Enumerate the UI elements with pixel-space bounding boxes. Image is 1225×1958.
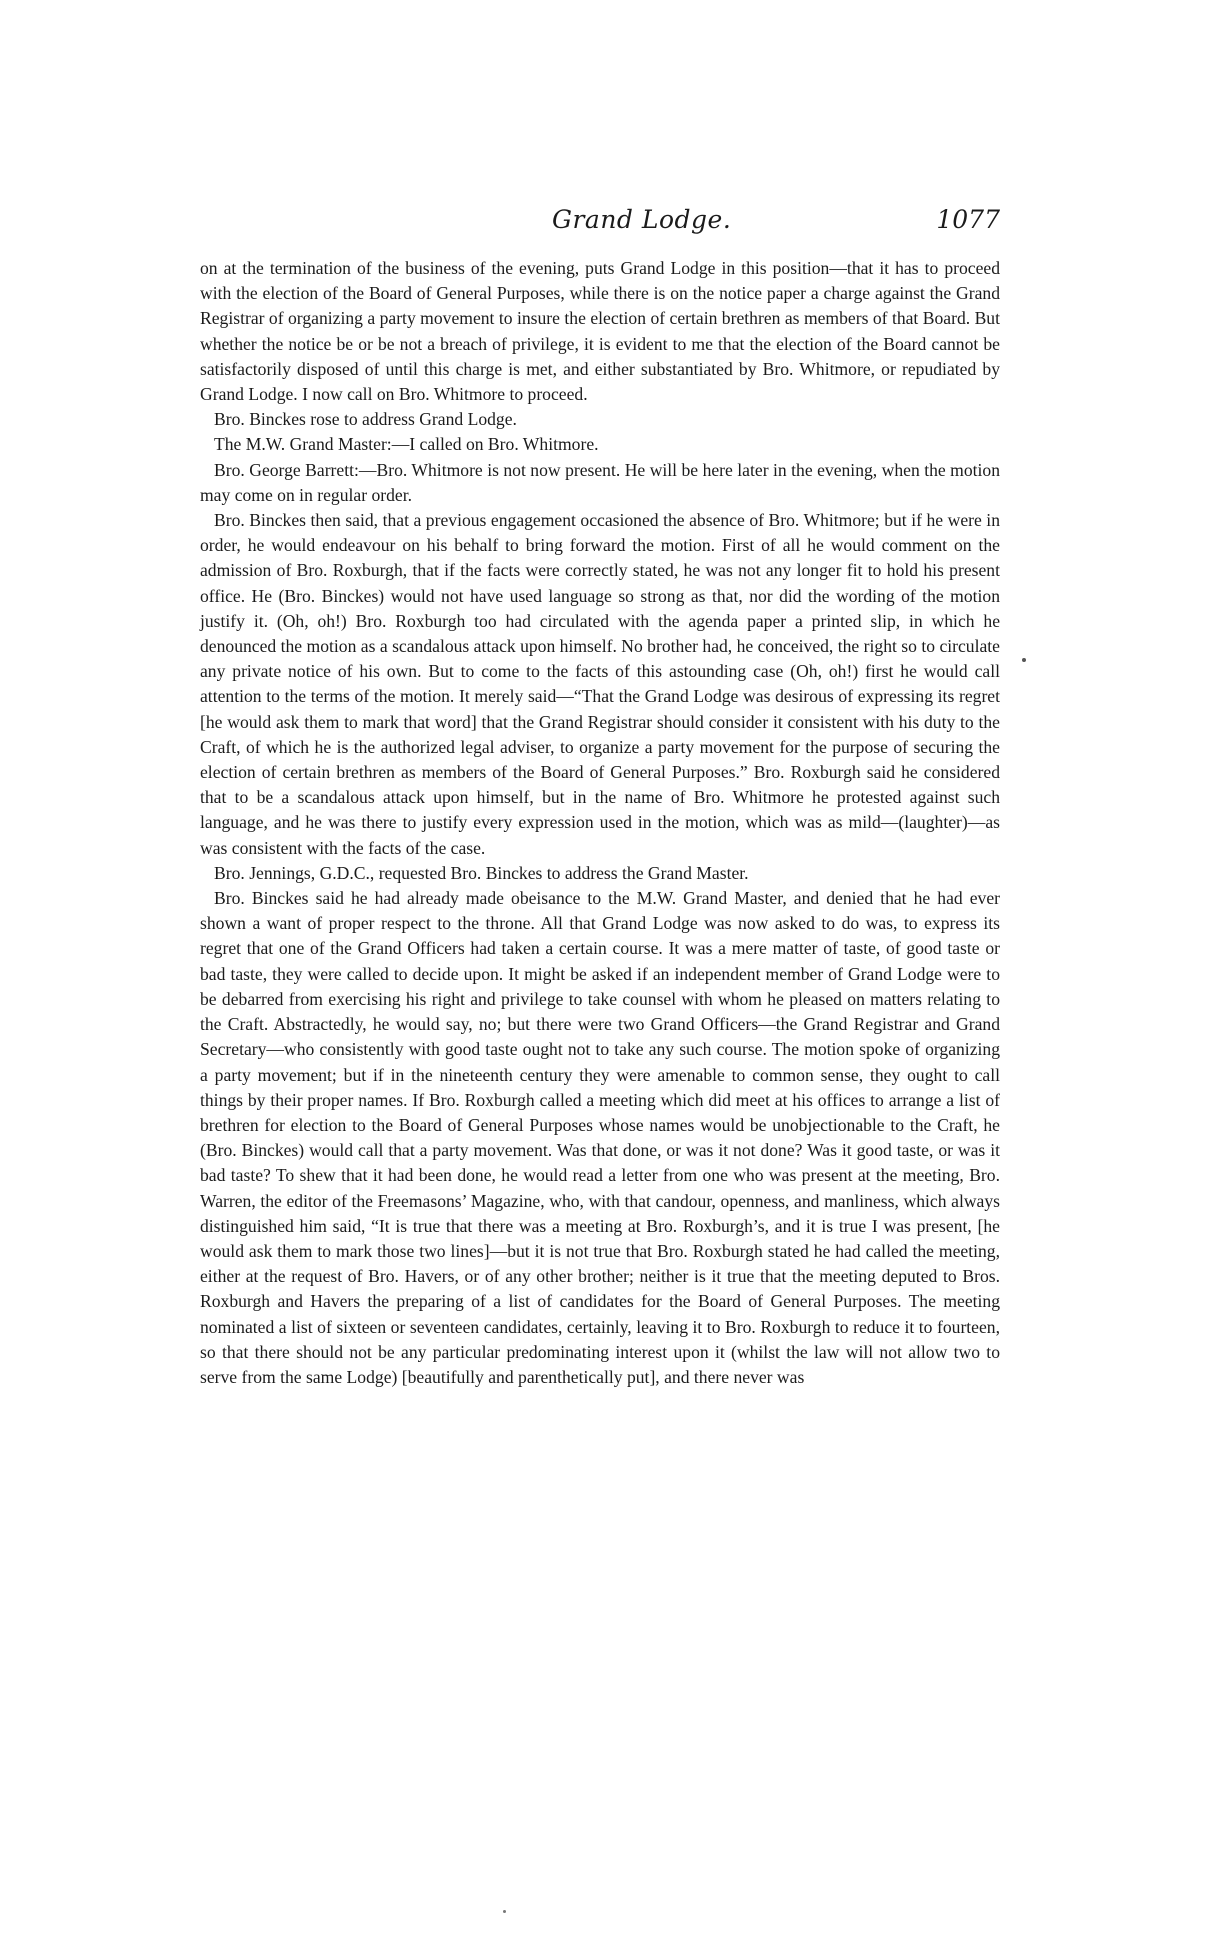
margin-speck [1022, 658, 1026, 662]
page-number: 1077 [936, 205, 1000, 234]
paragraph-6: Bro. Jennings, G.D.C., requested Bro. Binckes to address the Grand Master. [214, 862, 749, 883]
paragraph-1: on at the termination of the business of the evening, puts Grand Lodge in this position—that it has to proceed with the election of the Board of General Purposes, while there is on the notice paper a charge against the Grand Registrar of organizing a party movement to insure the election of certain brethren as members of that Board. But whether the notice be or be not a breach of privilege, it is evident to me that the election of the Board cannot be satisfactorily disposed of until this charge is met, and either substantiated by Bro. Whitmore, or repudiated by Grand Lodge. I now call on Bro. Whitmore to proceed. [200, 258, 1000, 405]
bottom-speck [503, 1910, 506, 1913]
paragraph-3: The M.W. Grand Master:—I called on Bro. Whitmore. [214, 434, 599, 455]
paragraph-7: Bro. Binckes said he had already made obeisance to the M.W. Grand Master, and denied that he had ever shown a want of proper respect to the throne. All that Grand Lodge was now asked to do was, to express its regret that one of the Grand Officers had taken a certain course. It was a mere matter of taste, of good taste or bad taste, they were called to decide upon. It might be asked if an independent member of Grand Lodge were to be debarred from exercising his right and privilege to take counsel with whom he pleased on matters relating to the Craft. Abstractedly, he would say, no; but there were two Grand Officers—the Grand Registrar and Grand Secretary—who consistently with good taste ought not to take any such course. The motion spoke of organizing a party movement; but if in the nineteenth century they were amenable to common sense, they ought to call things by their proper names. If Bro. Roxburgh called a meeting which did meet at his offices to arrange a list of brethren for election to the Board of General Purposes whose names would be unobjectionable to the Craft, he (Bro. Binckes) would call that a party movement. Was that done, or was it not done? Was it good taste, or was it bad taste? To shew that it had been done, he would read a letter from one who was present at the meeting, Bro. Warren, the editor of the Freemasons’ Magazine, who, with that candour, openness, and manliness, which always distinguished him said, “It is true that there was a meeting at Bro. Roxburgh’s, and it is true I was present, [he would ask them to mark those two lines]—but it is not true that Bro. Roxburgh stated he had called the meeting, either at the request of Bro. Havers, or of any other brother; neither is it true that the meeting deputed to Bros. Roxburgh and Havers the preparing of a list of candidates for the Board of General Purposes. The meeting nominated a list of sixteen or seventeen candidates, certainly, leaving it to Bro. Roxburgh to reduce it to fourteen, so that there should not be any particular predominating interest upon it (whilst the law will not allow two to serve from the same Lodge) [beautifully and parenthetically put], and there never was [200, 888, 1000, 1387]
running-title: Grand Lodge. [552, 205, 732, 234]
paragraph-2: Bro. Binckes rose to address Grand Lodge. [214, 409, 517, 430]
running-header [200, 205, 1000, 245]
body-text [200, 256, 1000, 1390]
paragraph-5: Bro. Binckes then said, that a previous engagement occasioned the absence of Bro. Whitmore; but if he were in order, he would endeavour on his behalf to bring forward the motion. First of all he would comment on the admission of Bro. Roxburgh, that if the facts were correctly stated, he was not any longer fit to hold his present office. He (Bro. Binckes) would not have used language so strong as that, nor did the wording of the motion justify it. (Oh, oh!) Bro. Roxburgh too had circulated with the agenda paper a printed slip, in which he denounced the motion as a scandalous attack upon himself. No brother had, he conceived, the right so to circulate any private notice of his own. But to come to the facts of this astounding case (Oh, oh!) first he would call attention to the terms of the motion. It merely said—“That the Grand Lodge was desirous of expressing its regret [he would ask them to mark that word] that the Grand Registrar should consider it consistent with his duty to the Craft, of which he is the authorized legal adviser, to organize a party movement for the purpose of securing the election of certain brethren as members of the Board of General Purposes.” Bro. Roxburgh said he considered that to be a scandalous attack upon himself, but in the name of Bro. Whitmore he protested against such language, and he was there to justify every expression used in the motion, which was as mild—(laughter)—as was consistent with the facts of the case. [200, 510, 1000, 858]
paragraph-4: Bro. George Barrett:—Bro. Whitmore is not now present. He will be here later in the evening, when the motion may come on in regular order. [200, 459, 1000, 505]
